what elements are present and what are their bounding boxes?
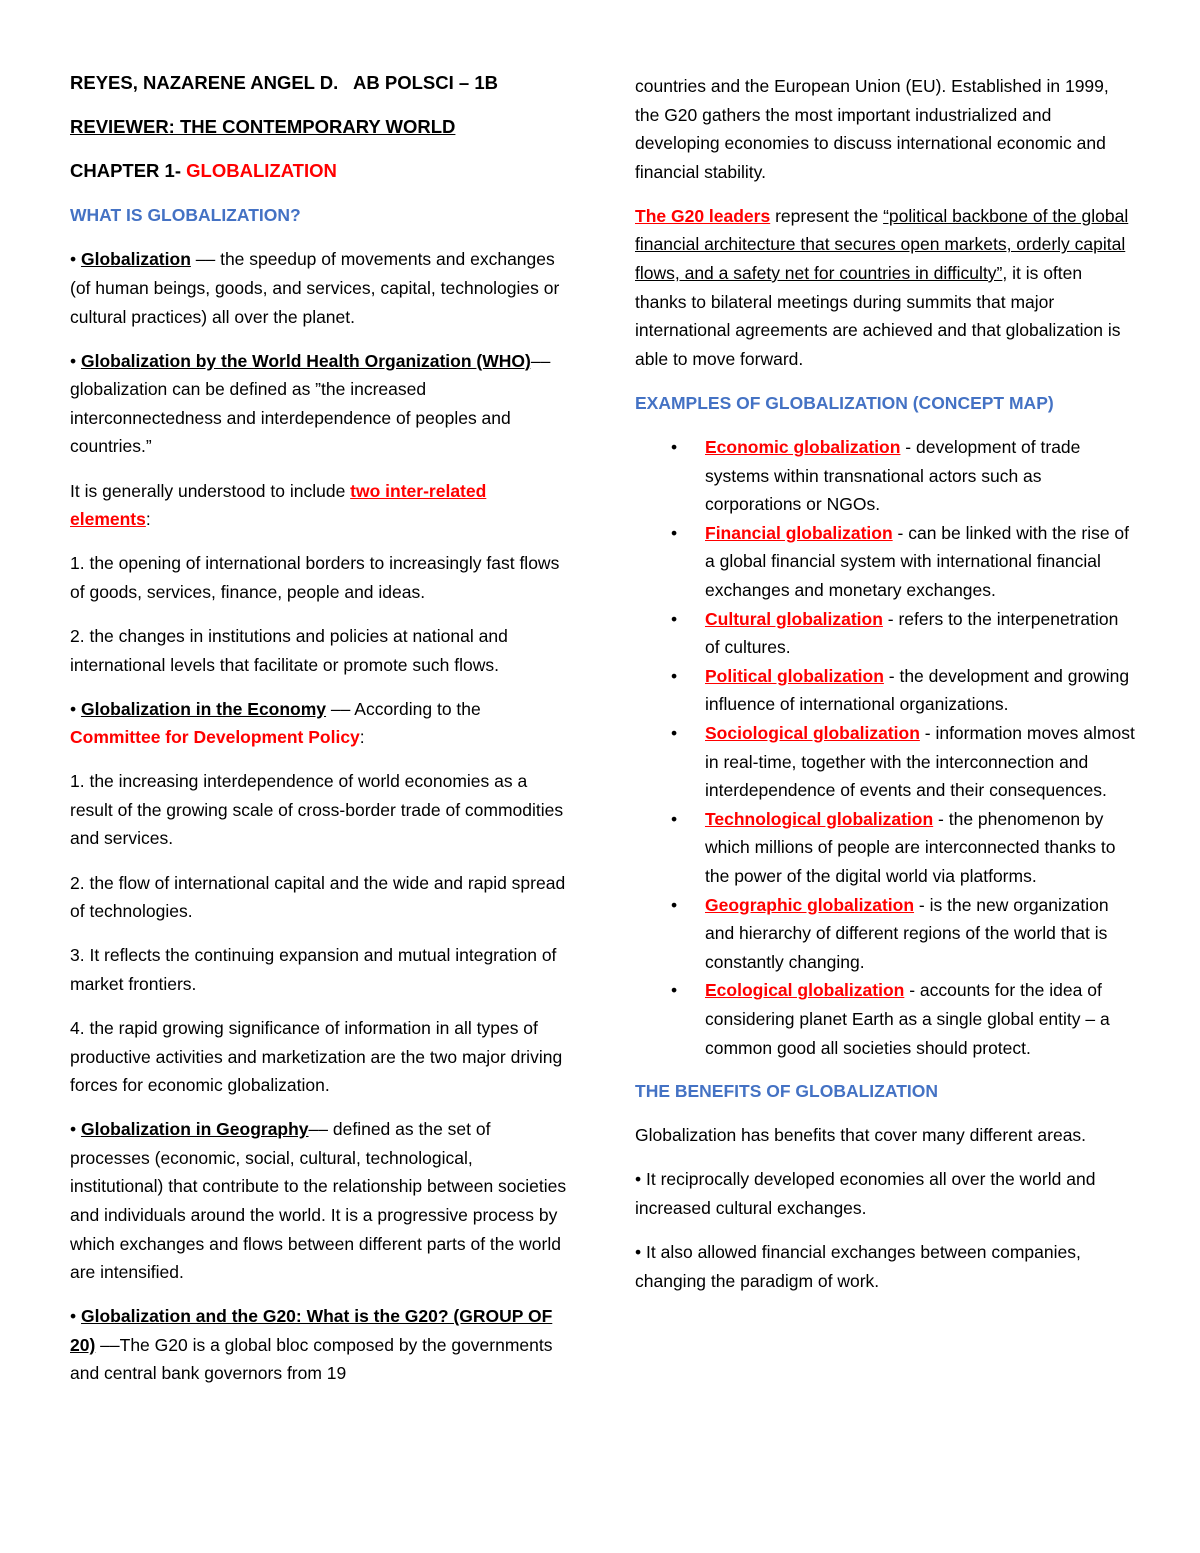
examples-heading: EXAMPLES OF GLOBALIZATION (CONCEPT MAP) [635,392,1054,413]
benefit-2 [635,1238,1135,1295]
list-item [635,719,1135,805]
economy-term: Globalization in the Economy [81,698,327,719]
bullet-icon: • [671,722,678,743]
reviewer-title: REVIEWER: THE CONTEMPORARY WORLD [70,116,456,138]
bullet-icon: • [671,608,678,629]
example-term: Sociological globalization [705,722,920,743]
what-is-globalization-heading: WHAT IS GLOBALIZATION? [70,205,301,226]
geography-text: –– defined as the set of processes (economic, social, cultural, technological, institutional) that contribute to the relationship between societies and individuals around the world. It is a progressive process by which exchanges and flows between different parts of the world are intensified. [70,1119,567,1283]
example-text: - can be linked with the rise of a global financial system with international financial exchanges and monetary exchanges. [705,522,1130,600]
list-item [635,891,1135,977]
bullet-icon: • [70,249,77,270]
example-term: Cultural globalization [705,608,883,629]
element-1: 1. the opening of international borders to increasingly fast flows of goods, services, finance, people and ideas. [70,553,560,602]
definition-term: Globalization [81,249,191,270]
g20-paragraph [70,1302,570,1388]
chapter-heading [70,157,570,186]
example-text: - the development and growing influence of international organizations. [705,665,1130,715]
benefits-intro: Globalization has benefits that cover many different areas. [635,1125,1087,1146]
bullet-icon: • [635,1241,642,1262]
who-term: Globalization by the World Health Organization (WHO) [81,350,531,371]
example-term: Financial globalization [705,522,893,543]
g20-leaders-end: , it is often thanks to bilateral meetings during summits that major international agreements are achieved and that globalization is able to move forward. [635,263,1121,369]
example-term: Technological globalization [705,808,934,829]
g20-leaders-term: The G20 leaders [635,205,771,226]
who-paragraph [70,347,570,461]
author-line [70,69,570,98]
chapter-title: GLOBALIZATION [186,160,337,182]
elements-intro-text: It is generally understood to include [70,480,351,501]
bullet-icon: • [70,350,77,371]
benefit-2-text: It also allowed financial exchanges between companies, changing the paradigm of work. [635,1241,1081,1291]
economy-point-2: 2. the flow of international capital and the wide and rapid spread of technologies. [70,872,566,922]
examples-list [635,433,1135,1062]
list-item [635,805,1135,891]
example-text: - is the new organization and hierarchy of different regions of the world that is constantly changing. [705,894,1109,972]
example-term: Economic globalization [705,437,901,458]
bullet-icon: • [671,808,678,829]
g20-term: Globalization and the G20: What is the G20? (GROUP OF 20) [70,1306,553,1355]
bullet-icon: • [635,1169,642,1190]
benefit-1-text: It reciprocally developed economies all over the world and increased cultural exchanges. [635,1169,1096,1218]
example-text: - information moves almost in real-time, together with the interconnection and interdependence of events and their consequences. [705,722,1135,801]
benefits-heading: THE BENEFITS OF GLOBALIZATION [635,1081,938,1102]
example-term: Political globalization [705,665,884,686]
bullet-icon: • [671,437,678,458]
definition-text: –– the speedup of movements and exchanges (of human beings, goods, and services, capital, technologies or cultural practices) all over the planet. [70,249,560,327]
list-item [635,605,1135,662]
left-column [70,69,570,1404]
committee-name: Committee for Development Policy [70,727,360,748]
bullet-icon: • [70,698,77,719]
economy-text: –– According to the [326,698,481,719]
list-item [635,976,1135,1062]
g20-leaders-paragraph [635,202,1135,374]
example-text: - accounts for the idea of considering planet Earth as a single global entity – a common good all societies should protect. [705,980,1110,1058]
elements-intro [70,477,570,534]
bullet-icon: • [671,665,678,686]
definition-paragraph [70,245,570,331]
geography-paragraph [70,1115,570,1287]
g20-leaders-mid: represent the [770,205,884,226]
economy-point-4: 4. the rapid growing significance of information in all types of productive activities and marketization are the two major driving forces for economic globalization. [70,1017,563,1096]
bullet-icon: • [671,894,678,915]
economy-paragraph [70,695,570,752]
list-item [635,519,1135,605]
g20-text: ––The G20 is a global bloc composed by the governments and central bank governors from 19 [70,1334,553,1384]
example-term: Ecological globalization [705,980,905,1001]
geography-term: Globalization in Geography [81,1119,309,1140]
course-code: AB POLSCI – 1B [353,72,498,93]
bullet-icon: • [671,980,678,1001]
elements-term: two inter-related elements [70,480,487,530]
bullet-icon: • [70,1119,77,1140]
example-text: - refers to the interpenetration of cultures. [705,608,1119,658]
example-text: - the phenomenon by which millions of people are interconnected thanks to the power of the digital world via platforms. [705,808,1116,886]
bullet-icon: • [671,522,678,543]
chapter-prefix: CHAPTER 1- [70,160,187,182]
economy-colon: : [359,727,365,748]
bullet-icon: • [70,1306,77,1327]
elements-colon: : [145,509,151,530]
economy-point-1: 1. the increasing interdependence of world economies as a result of the growing scale of cross-border trade of commodities and services. [70,771,564,849]
list-item [635,662,1135,719]
example-text: - development of trade systems within transnational actors such as corporations or NGOs. [705,437,1081,515]
student-name: REYES, NAZARENE ANGEL D. [70,72,339,93]
economy-point-3: 3. It reflects the continuing expansion and mutual integration of market frontiers. [70,945,557,994]
example-term: Geographic globalization [705,894,915,915]
list-item [635,433,1135,519]
right-column [635,72,1135,1311]
g20-continuation: countries and the European Union (EU). Established in 1999, the G20 gathers the most important industrialized and developing economies to discuss international economic and financial stability. [635,76,1109,182]
benefit-1 [635,1165,1135,1222]
g20-quote: “political backbone of the global financial architecture that secures open markets, orderly capital flows, and a safety net for countries in difficulty” [635,205,1129,284]
element-2: 2. the changes in institutions and policies at national and international levels that facilitate or promote such flows. [70,625,508,675]
who-text: –– globalization can be defined as ”the increased interconnectedness and interdependence of peoples and countries.” [70,350,551,457]
